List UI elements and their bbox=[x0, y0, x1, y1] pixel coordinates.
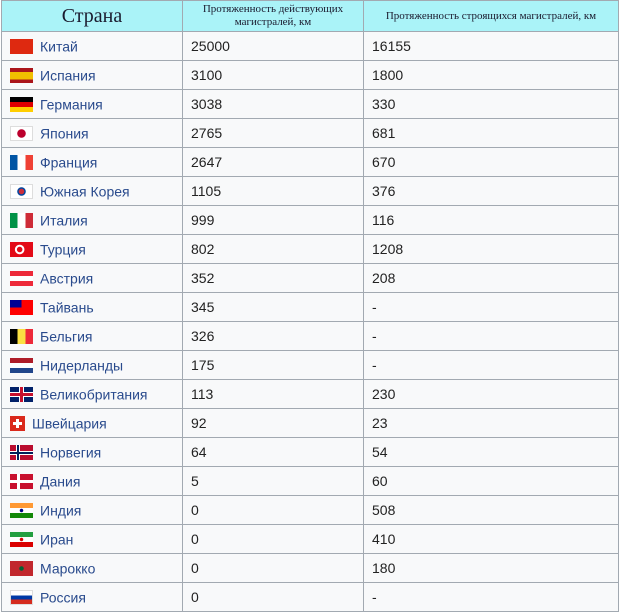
italy-flag-icon bbox=[10, 213, 33, 228]
country-link[interactable]: Китай bbox=[40, 38, 78, 55]
table-row bbox=[2, 206, 619, 235]
table-row bbox=[2, 293, 619, 322]
operating-length-cell: 326 bbox=[183, 322, 364, 351]
country-cell bbox=[2, 90, 183, 119]
country-link[interactable]: Германия bbox=[40, 96, 103, 113]
country-link[interactable]: Турция bbox=[40, 241, 86, 258]
operating-length-cell: 3100 bbox=[183, 61, 364, 90]
table-row bbox=[2, 496, 619, 525]
country-link[interactable]: Индия bbox=[40, 502, 82, 519]
operating-length-cell: 113 bbox=[183, 380, 364, 409]
table-row bbox=[2, 351, 619, 380]
denmark-flag-icon bbox=[10, 474, 33, 489]
country-link[interactable]: Австрия bbox=[40, 270, 94, 287]
country-cell bbox=[2, 525, 183, 554]
construction-length-cell: 116 bbox=[364, 206, 619, 235]
high-speed-rail-table bbox=[1, 0, 619, 612]
country-link[interactable]: Тайвань bbox=[40, 299, 94, 316]
construction-length-cell: 670 bbox=[364, 148, 619, 177]
construction-length-cell: 180 bbox=[364, 554, 619, 583]
country-cell bbox=[2, 496, 183, 525]
construction-length-cell: 681 bbox=[364, 119, 619, 148]
austria-flag-icon bbox=[10, 271, 33, 286]
country-link[interactable]: Иран bbox=[40, 531, 74, 548]
india-flag-icon bbox=[10, 503, 33, 518]
country-cell bbox=[2, 264, 183, 293]
header-country[interactable]: Страна bbox=[2, 1, 183, 32]
construction-length-cell: 230 bbox=[364, 380, 619, 409]
country-cell bbox=[2, 148, 183, 177]
country-cell bbox=[2, 61, 183, 90]
country-cell bbox=[2, 322, 183, 351]
operating-length-cell: 0 bbox=[183, 583, 364, 612]
construction-length-cell: 410 bbox=[364, 525, 619, 554]
country-cell bbox=[2, 119, 183, 148]
table-row bbox=[2, 148, 619, 177]
country-cell bbox=[2, 554, 183, 583]
operating-length-cell: 175 bbox=[183, 351, 364, 380]
country-link[interactable]: Нидерланды bbox=[40, 357, 124, 374]
turkey-flag-icon bbox=[10, 242, 33, 257]
south-korea-flag-icon bbox=[10, 184, 33, 199]
operating-length-cell: 0 bbox=[183, 554, 364, 583]
operating-length-cell: 802 bbox=[183, 235, 364, 264]
table-row bbox=[2, 438, 619, 467]
table-row bbox=[2, 90, 619, 119]
construction-length-cell: 60 bbox=[364, 467, 619, 496]
country-cell bbox=[2, 351, 183, 380]
country-link[interactable]: Япония bbox=[40, 125, 89, 142]
country-cell bbox=[2, 467, 183, 496]
table-row bbox=[2, 177, 619, 206]
table-body bbox=[2, 32, 619, 612]
construction-length-cell: - bbox=[364, 293, 619, 322]
country-link[interactable]: Дания bbox=[40, 473, 81, 490]
morocco-flag-icon bbox=[10, 561, 33, 576]
construction-length-cell: - bbox=[364, 351, 619, 380]
table-row bbox=[2, 264, 619, 293]
country-link[interactable]: Россия bbox=[40, 589, 86, 606]
china-flag-icon bbox=[10, 39, 33, 54]
operating-length-cell: 352 bbox=[183, 264, 364, 293]
operating-length-cell: 92 bbox=[183, 409, 364, 438]
country-cell bbox=[2, 177, 183, 206]
country-cell bbox=[2, 235, 183, 264]
russia-flag-icon bbox=[10, 590, 33, 605]
table-row bbox=[2, 583, 619, 612]
construction-length-cell: 54 bbox=[364, 438, 619, 467]
country-cell bbox=[2, 206, 183, 235]
uk-flag-icon bbox=[10, 387, 33, 402]
taiwan-flag-icon bbox=[10, 300, 33, 315]
operating-length-cell: 5 bbox=[183, 467, 364, 496]
table-row bbox=[2, 32, 619, 61]
table-row bbox=[2, 554, 619, 583]
japan-flag-icon bbox=[10, 126, 33, 141]
country-link[interactable]: Испания bbox=[40, 67, 96, 84]
header-operating-length[interactable]: Протяженность действующих магистралей, км bbox=[183, 1, 364, 32]
operating-length-cell: 64 bbox=[183, 438, 364, 467]
header-construction-length[interactable]: Протяженность строящихся магистралей, км bbox=[364, 1, 619, 32]
construction-length-cell: 16155 bbox=[364, 32, 619, 61]
operating-length-cell: 0 bbox=[183, 525, 364, 554]
iran-flag-icon bbox=[10, 532, 33, 547]
operating-length-cell: 2765 bbox=[183, 119, 364, 148]
country-link[interactable]: Норвегия bbox=[40, 444, 102, 461]
table-row bbox=[2, 409, 619, 438]
operating-length-cell: 2647 bbox=[183, 148, 364, 177]
country-link[interactable]: Южная Корея bbox=[40, 183, 130, 200]
switzerland-flag-icon bbox=[10, 416, 25, 431]
table-row bbox=[2, 322, 619, 351]
operating-length-cell: 1105 bbox=[183, 177, 364, 206]
norway-flag-icon bbox=[10, 445, 33, 460]
country-link[interactable]: Швейцария bbox=[32, 415, 107, 432]
construction-length-cell: 208 bbox=[364, 264, 619, 293]
table-row bbox=[2, 380, 619, 409]
operating-length-cell: 3038 bbox=[183, 90, 364, 119]
country-cell bbox=[2, 380, 183, 409]
construction-length-cell: - bbox=[364, 322, 619, 351]
country-link[interactable]: Бельгия bbox=[40, 328, 93, 345]
operating-length-cell: 25000 bbox=[183, 32, 364, 61]
table-row bbox=[2, 119, 619, 148]
operating-length-cell: 999 bbox=[183, 206, 364, 235]
spain-flag-icon bbox=[10, 68, 33, 83]
operating-length-cell: 0 bbox=[183, 496, 364, 525]
construction-length-cell: 508 bbox=[364, 496, 619, 525]
construction-length-cell: - bbox=[364, 583, 619, 612]
construction-length-cell: 1800 bbox=[364, 61, 619, 90]
construction-length-cell: 1208 bbox=[364, 235, 619, 264]
france-flag-icon bbox=[10, 155, 33, 170]
country-cell bbox=[2, 293, 183, 322]
country-cell bbox=[2, 409, 183, 438]
germany-flag-icon bbox=[10, 97, 33, 112]
table-row bbox=[2, 61, 619, 90]
country-cell bbox=[2, 438, 183, 467]
table-row bbox=[2, 235, 619, 264]
country-cell bbox=[2, 583, 183, 612]
table-row bbox=[2, 525, 619, 554]
country-link[interactable]: Франция bbox=[40, 154, 98, 171]
header-row bbox=[2, 1, 619, 32]
construction-length-cell: 330 bbox=[364, 90, 619, 119]
construction-length-cell: 376 bbox=[364, 177, 619, 206]
country-link[interactable]: Великобритания bbox=[40, 386, 148, 403]
netherlands-flag-icon bbox=[10, 358, 33, 373]
construction-length-cell: 23 bbox=[364, 409, 619, 438]
country-link[interactable]: Марокко bbox=[40, 560, 96, 577]
table-row bbox=[2, 467, 619, 496]
operating-length-cell: 345 bbox=[183, 293, 364, 322]
country-cell bbox=[2, 32, 183, 61]
belgium-flag-icon bbox=[10, 329, 33, 344]
country-link[interactable]: Италия bbox=[40, 212, 88, 229]
